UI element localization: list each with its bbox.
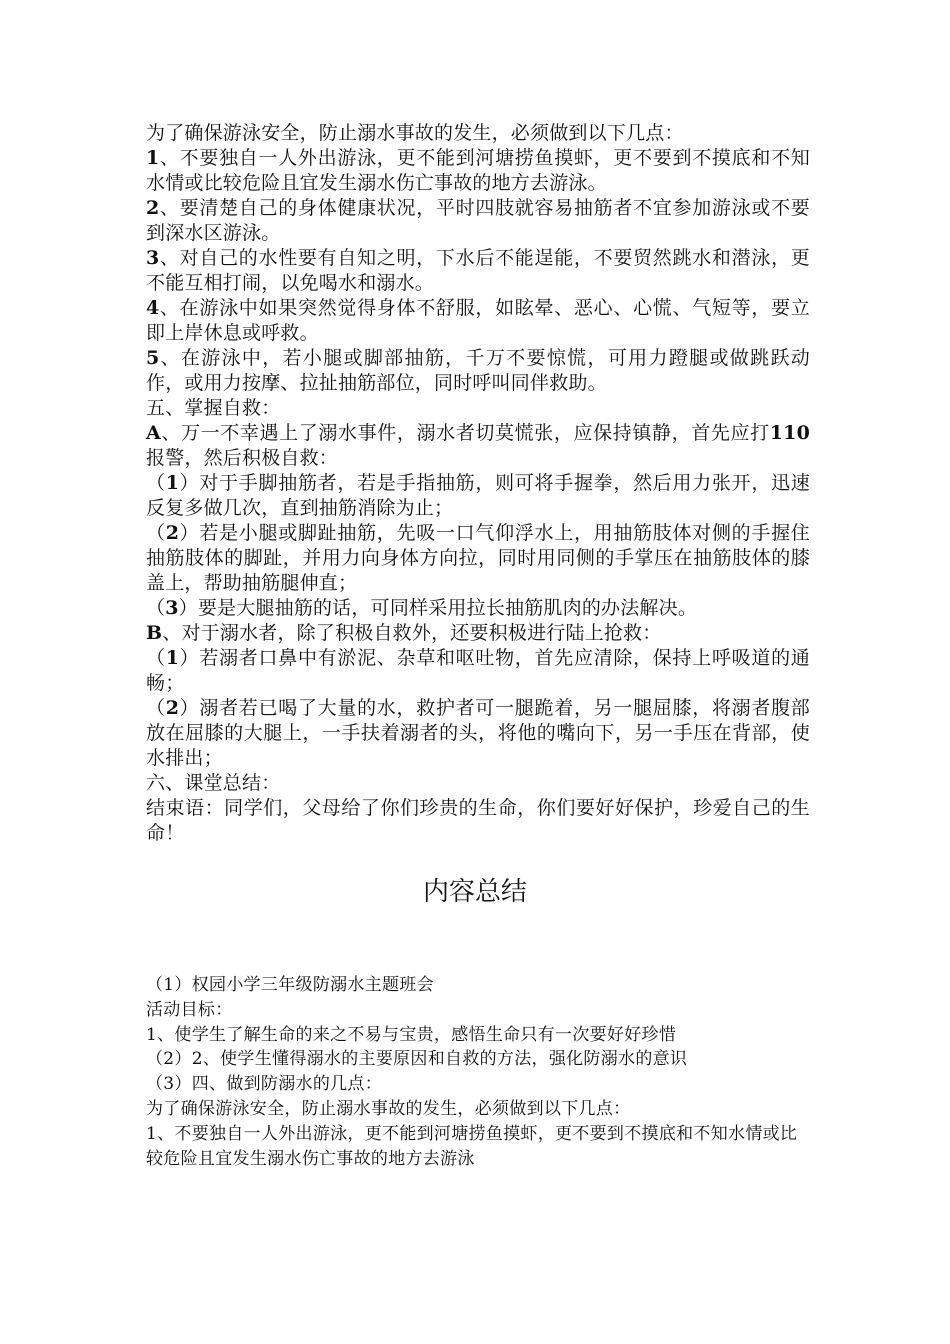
part-b-paragraph — [146, 621, 810, 646]
point-2 — [146, 196, 810, 246]
part-b-label: B — [146, 622, 163, 644]
part-b-item-2: （2）溺者若已喝了大量的水，救护者可一腿跪着，另一腿屈膝，将溺者腹部放在屈膝的大腿上，一手扶着溺者的头，将他的嘴向下，另一手压在背部，使水排出； — [146, 697, 810, 769]
point-number: 1 — [146, 147, 160, 169]
summary-line: 活动目标： — [146, 999, 233, 1020]
item-text: ）溺者若已喝了大量的水，救护者可一腿跪着，另一腿屈膝，将溺者腹部放在屈膝的大腿上，一手扶着溺者的头，将他的嘴向下，另一手压在背部，使水排出； — [146, 697, 810, 769]
point-text: 、要清楚自己的身体健康状况，平时四肢就容易抽筋者不宜参加游泳或不要到深水区游泳。 — [146, 197, 810, 244]
part-a-paragraph — [146, 421, 810, 471]
item-number: 3 — [165, 597, 179, 619]
item-text: ）若溺者口鼻中有淤泥、杂草和呕吐物，首先应清除，保持上呼吸道的通畅； — [146, 647, 810, 694]
point-text: 、不要独自一人外出游泳，更不能到河塘捞鱼摸虾，更不要到不摸底和不知水情或比较危险且宜发生溺水伤亡事故的地方去游泳。 — [146, 147, 810, 194]
part-a-item-2: （2）若是小腿或脚趾抽筋，先吸一口气仰浮水上，用抽筋肢体对侧的手握住抽筋肢体的脚趾，并用力向身体方向拉，同时用同侧的手掌压在抽筋肢体的膝盖上，帮助抽筋腿伸直； — [146, 522, 810, 594]
point-number: 2 — [146, 197, 160, 219]
part-a-text-pre: 、万一不幸遇上了溺水事件，溺水者切莫慌张，应保持镇静，首先应打 — [160, 422, 770, 444]
item-text: ）要是大腿抽筋的话，可同样采用拉长抽筋肌肉的办法解决。 — [178, 597, 698, 619]
summary-block — [146, 973, 810, 1171]
section-5-title: 五、掌握自救： — [146, 397, 281, 419]
part-a-item-1: （1）对于手脚抽筋者，若是手指抽筋，则可将手握拳，然后用力张开，迅速反复多做几次，直到抽筋消除为止； — [146, 472, 810, 519]
section-6-title: 六、课堂总结： — [146, 772, 281, 794]
point-text: 、对自己的水性要有自知之明，下水后不能逞能，不要贸然跳水和潜泳，更不能互相打闹，以免喝水和溺水。 — [146, 247, 810, 294]
point-text: 、在游泳中，若小腿或脚部抽筋，千万不要惊慌，可用力蹬腿或做跳跃动作，或用力按摩、拉扯抽筋部位，同时呼叫同伴救助。 — [146, 347, 810, 394]
intro-paragraph: 为了确保游泳安全，防止溺水事故的发生，必须做到以下几点： — [146, 122, 684, 144]
item-text: ）对于手脚抽筋者，若是手指抽筋，则可将手握拳，然后用力张开，迅速反复多做几次，直到抽筋消除为止； — [146, 472, 810, 519]
summary-line: 1、不要独自一人外出游泳，更不能到河塘捞鱼摸虾，更不要到不摸底和不知水情或比较危险且宜发生溺水伤亡事故的地方去游泳 — [146, 1123, 798, 1169]
point-number: 3 — [146, 247, 160, 269]
item-text: ）若是小腿或脚趾抽筋，先吸一口气仰浮水上，用抽筋肢体对侧的手握住抽筋肢体的脚趾，并用力向身体方向拉，同时用同侧的手掌压在抽筋肢体的膝盖上，帮助抽筋腿伸直； — [146, 522, 810, 594]
summary-line: （2）2、使学生懂得溺水的主要原因和自救的方法，强化防溺水的意识 — [146, 1049, 688, 1070]
point-3 — [146, 246, 810, 296]
point-4 — [146, 296, 810, 346]
summary-line: 为了确保游泳安全，防止溺水事故的发生，必须做到以下几点： — [146, 1098, 631, 1119]
part-b-item-1: （1）若溺者口鼻中有淤泥、杂草和呕吐物，首先应清除，保持上呼吸道的通畅； — [146, 647, 810, 694]
item-number: 1 — [165, 472, 180, 494]
summary-heading: 内容总结 — [422, 877, 527, 907]
item-number: 2 — [165, 522, 180, 544]
point-text: 、在游泳中如果突然觉得身体不舒服，如眩晕、恶心、心慌、气短等，要立即上岸休息或呼救。 — [146, 297, 810, 344]
part-a-label: A — [146, 422, 161, 444]
item-number: 2 — [165, 697, 180, 719]
main-text — [146, 121, 810, 846]
closing-paragraph: 结束语：同学们，父母给了你们珍贵的生命，你们要好好保护，珍爱自己的生命！ — [146, 797, 810, 844]
point-1 — [146, 146, 810, 196]
point-number: 5 — [146, 347, 160, 369]
summary-line: 1、使学生了解生命的来之不易与宝贵，感悟生命只有一次要好好珍惜 — [146, 1024, 677, 1045]
item-number: 1 — [165, 647, 180, 669]
part-a-item-3: （3）要是大腿抽筋的话，可同样采用拉长抽筋肌肉的办法解决。 — [146, 597, 698, 619]
emergency-number: 110 — [769, 422, 810, 444]
part-b-text: 、对于溺水者，除了积极自救外，还要积极进行陆上抢救： — [162, 622, 662, 644]
summary-line: （1）权园小学三年级防溺水主题班会 — [146, 975, 434, 995]
part-a-text-post: 报警，然后积极自救： — [146, 447, 339, 469]
summary-line: （3）四、做到防溺水的几点： — [146, 1074, 383, 1095]
point-5 — [146, 346, 810, 396]
point-number: 4 — [146, 297, 160, 319]
